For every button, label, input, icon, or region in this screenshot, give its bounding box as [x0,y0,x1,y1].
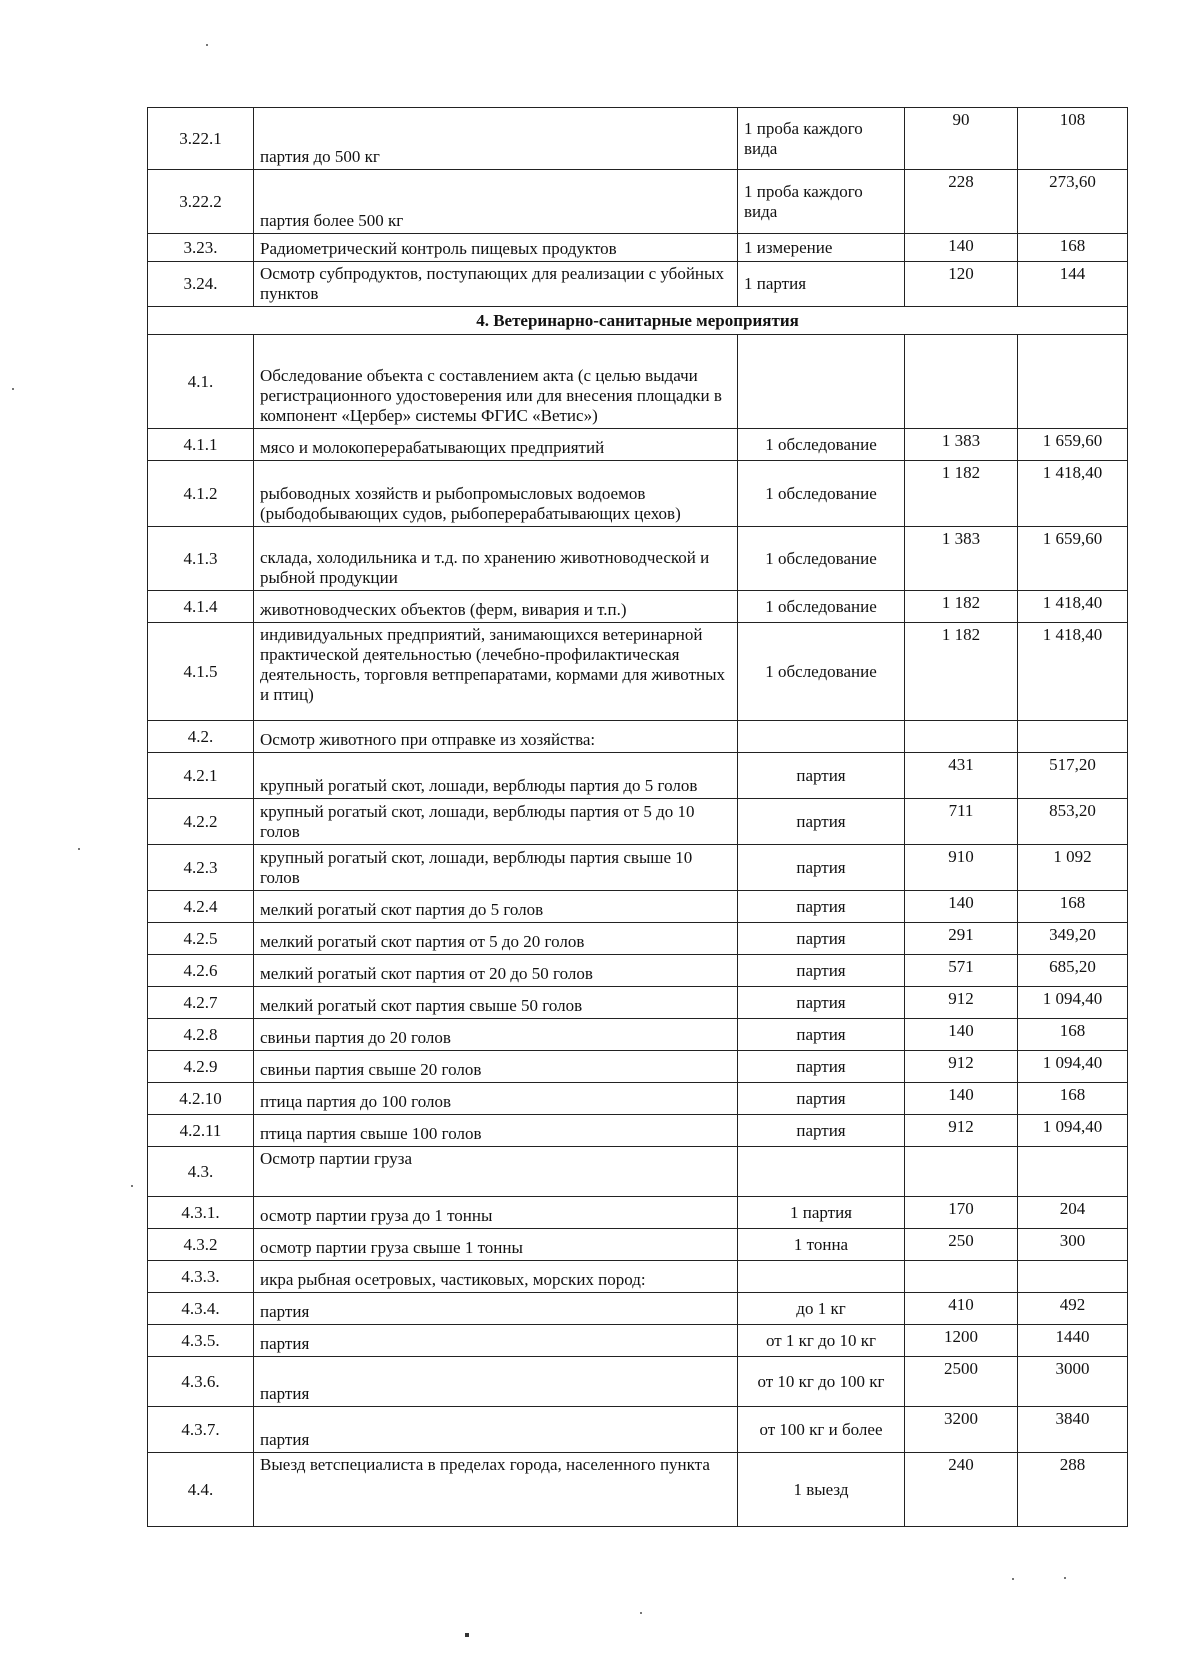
row-price-vat: 168 [1018,891,1128,923]
row-unit: партия [738,891,905,923]
row-price-vat: 168 [1018,1083,1128,1115]
table-row [148,234,1128,262]
table-row [148,799,1128,845]
table-row [148,1019,1128,1051]
row-name: крупный рогатый скот, лошади, верблюды партия свыше 10 голов [254,845,738,891]
row-code: 4.2.8 [148,1019,254,1051]
row-price-vat [1018,721,1128,753]
row-code: 4.2.4 [148,891,254,923]
row-price: 291 [905,923,1018,955]
row-unit [738,1147,905,1197]
row-unit: 1 обследование [738,527,905,591]
row-unit: партия [738,955,905,987]
scan-speck [206,44,208,46]
scan-speck [640,1612,642,1614]
row-code: 4.2.3 [148,845,254,891]
row-code: 3.24. [148,262,254,307]
table-row [148,623,1128,721]
price-table [147,107,1128,1527]
row-unit: партия [738,799,905,845]
row-name: крупный рогатый скот, лошади, верблюды партия до 5 голов [254,753,738,799]
row-unit: 1 проба каждого вида [738,170,905,234]
row-price-vat: 3840 [1018,1407,1128,1453]
row-code: 4.2.7 [148,987,254,1019]
row-price-vat: 144 [1018,262,1128,307]
row-name: мелкий рогатый скот партия свыше 50 голов [254,987,738,1019]
row-name: животноводческих объектов (ферм, вивария и т.п.) [254,591,738,623]
row-code: 4.2. [148,721,254,753]
scan-speck [131,1185,133,1187]
row-code: 4.3.2 [148,1229,254,1261]
row-price-vat: 517,20 [1018,753,1128,799]
row-code: 4.3. [148,1147,254,1197]
row-unit: партия [738,987,905,1019]
row-price: 1 383 [905,527,1018,591]
row-name: осмотр партии груза до 1 тонны [254,1197,738,1229]
table-row [148,591,1128,623]
row-price-vat: 1 094,40 [1018,1051,1128,1083]
row-code: 4.2.1 [148,753,254,799]
row-price-vat: 204 [1018,1197,1128,1229]
row-unit: 1 обследование [738,429,905,461]
table-row [148,1083,1128,1115]
row-unit: 1 измерение [738,234,905,262]
row-price-vat: 1 659,60 [1018,429,1128,461]
row-price-vat [1018,1147,1128,1197]
row-price: 912 [905,987,1018,1019]
row-price: 3200 [905,1407,1018,1453]
row-unit: от 10 кг до 100 кг [738,1357,905,1407]
row-unit: 1 выезд [738,1453,905,1527]
scan-speck [1012,1578,1014,1580]
row-code: 3.22.1 [148,108,254,170]
row-price-vat [1018,1261,1128,1293]
row-unit: партия [738,753,905,799]
row-code: 4.3.4. [148,1293,254,1325]
row-price-vat: 1 418,40 [1018,461,1128,527]
row-unit [738,335,905,429]
table-row [148,108,1128,170]
row-unit: партия [738,1019,905,1051]
row-unit: партия [738,923,905,955]
row-name: индивидуальных предприятий, занимающихся ветеринарной практической деятельностью (лечебно-профилактическая деятельность, торговля ветпрепаратами, кормами для животных и птиц) [254,623,738,721]
row-name: птица партия до 100 голов [254,1083,738,1115]
table-row [148,1293,1128,1325]
row-name: Осмотр субпродуктов, поступающих для реализации с убойных пунктов [254,262,738,307]
row-price: 571 [905,955,1018,987]
row-code: 4.3.3. [148,1261,254,1293]
row-name: партия [254,1293,738,1325]
table-row [148,1261,1128,1293]
row-price: 1 182 [905,623,1018,721]
row-unit: 1 обследование [738,461,905,527]
row-price-vat [1018,335,1128,429]
table-row [148,1407,1128,1453]
row-price [905,1147,1018,1197]
section-row [148,307,1128,335]
row-price-vat: 1 094,40 [1018,987,1128,1019]
row-code: 4.3.1. [148,1197,254,1229]
row-code: 4.1.4 [148,591,254,623]
row-name: Выезд ветспециалиста в пределах города, населенного пункта [254,1453,738,1527]
row-code: 4.1.1 [148,429,254,461]
row-unit: 1 партия [738,262,905,307]
row-code: 4.2.2 [148,799,254,845]
table-row [148,923,1128,955]
row-unit: партия [738,1115,905,1147]
table-row [148,335,1128,429]
row-name: свиньи партия до 20 голов [254,1019,738,1051]
row-code: 4.1.2 [148,461,254,527]
row-name: Осмотр партии груза [254,1147,738,1197]
row-unit: 1 проба каждого вида [738,108,905,170]
row-price: 250 [905,1229,1018,1261]
row-price-vat: 108 [1018,108,1128,170]
row-name: мелкий рогатый скот партия до 5 голов [254,891,738,923]
row-name: крупный рогатый скот, лошади, верблюды партия от 5 до 10 голов [254,799,738,845]
table-row [148,1453,1128,1527]
table-row [148,1147,1128,1197]
row-name: мясо и молокоперерабатывающих предприятий [254,429,738,461]
row-code: 4.1.5 [148,623,254,721]
row-code: 4.4. [148,1453,254,1527]
scan-speck [1064,1577,1066,1579]
row-name: партия более 500 кг [254,170,738,234]
row-price: 228 [905,170,1018,234]
row-price: 170 [905,1197,1018,1229]
row-price [905,335,1018,429]
row-price: 140 [905,234,1018,262]
table-row [148,1325,1128,1357]
row-code: 3.23. [148,234,254,262]
row-price-vat: 168 [1018,234,1128,262]
row-name: партия [254,1407,738,1453]
table-row [148,461,1128,527]
row-price: 2500 [905,1357,1018,1407]
row-unit: от 1 кг до 10 кг [738,1325,905,1357]
table-row [148,721,1128,753]
row-name: мелкий рогатый скот партия от 5 до 20 голов [254,923,738,955]
row-price: 711 [905,799,1018,845]
scan-speck [12,388,14,390]
row-price: 140 [905,891,1018,923]
row-price-vat: 853,20 [1018,799,1128,845]
section-title: 4. Ветеринарно-санитарные мероприятия [148,307,1128,335]
row-price [905,1261,1018,1293]
row-code: 4.2.5 [148,923,254,955]
row-name: Обследование объекта с составлением акта (с целью выдачи регистрационного удостоверения или для внесения площадки в компонент «Цербер» системы ФГИС «Ветис») [254,335,738,429]
row-code: 4.3.6. [148,1357,254,1407]
row-price-vat: 1 092 [1018,845,1128,891]
row-code: 4.3.7. [148,1407,254,1453]
table-row [148,527,1128,591]
row-code: 4.2.10 [148,1083,254,1115]
row-code: 3.22.2 [148,170,254,234]
table-row [148,987,1128,1019]
scan-speck [78,848,80,850]
row-unit [738,1261,905,1293]
row-price: 1 182 [905,591,1018,623]
row-price: 90 [905,108,1018,170]
row-price: 1 182 [905,461,1018,527]
row-name: свиньи партия свыше 20 голов [254,1051,738,1083]
table-row [148,955,1128,987]
row-unit: 1 обследование [738,623,905,721]
table-row [148,1197,1128,1229]
row-name: Радиометрический контроль пищевых продуктов [254,234,738,262]
scan-speck [465,1633,469,1637]
row-price-vat: 1440 [1018,1325,1128,1357]
row-price [905,721,1018,753]
row-name: мелкий рогатый скот партия от 20 до 50 голов [254,955,738,987]
table-row [148,170,1128,234]
row-price: 140 [905,1019,1018,1051]
row-name: склада, холодильника и т.д. по хранению животноводческой и рыбной продукции [254,527,738,591]
row-price: 140 [905,1083,1018,1115]
row-price: 910 [905,845,1018,891]
row-name: птица партия свыше 100 голов [254,1115,738,1147]
row-code: 4.1. [148,335,254,429]
table-row [148,1115,1128,1147]
row-code: 4.2.11 [148,1115,254,1147]
row-price-vat: 1 418,40 [1018,623,1128,721]
row-price: 912 [905,1115,1018,1147]
table-row [148,262,1128,307]
row-unit [738,721,905,753]
row-price: 431 [905,753,1018,799]
row-name: осмотр партии груза свыше 1 тонны [254,1229,738,1261]
row-price: 1 383 [905,429,1018,461]
row-price-vat: 1 094,40 [1018,1115,1128,1147]
row-price: 410 [905,1293,1018,1325]
row-name: икра рыбная осетровых, частиковых, морских пород: [254,1261,738,1293]
row-unit: партия [738,1051,905,1083]
row-price-vat: 273,60 [1018,170,1128,234]
row-unit: 1 обследование [738,591,905,623]
row-price-vat: 1 659,60 [1018,527,1128,591]
row-unit: 1 партия [738,1197,905,1229]
row-name: партия [254,1357,738,1407]
table-row [148,1051,1128,1083]
row-name: Осмотр животного при отправке из хозяйства: [254,721,738,753]
row-unit: партия [738,1083,905,1115]
row-price-vat: 288 [1018,1453,1128,1527]
row-code: 4.1.3 [148,527,254,591]
row-price-vat: 168 [1018,1019,1128,1051]
row-price: 240 [905,1453,1018,1527]
row-unit: до 1 кг [738,1293,905,1325]
table-row [148,1357,1128,1407]
row-code: 4.2.6 [148,955,254,987]
row-name: рыбоводных хозяйств и рыбопромысловых водоемов (рыбодобывающих судов, рыбоперерабатывающих цехов) [254,461,738,527]
row-price-vat: 3000 [1018,1357,1128,1407]
row-price-vat: 300 [1018,1229,1128,1261]
table-row [148,753,1128,799]
price-table-body [148,108,1128,1527]
row-price: 1200 [905,1325,1018,1357]
row-unit: партия [738,845,905,891]
row-price-vat: 685,20 [1018,955,1128,987]
row-price-vat: 1 418,40 [1018,591,1128,623]
row-price-vat: 492 [1018,1293,1128,1325]
row-code: 4.2.9 [148,1051,254,1083]
table-row [148,429,1128,461]
row-unit: 1 тонна [738,1229,905,1261]
table-row [148,891,1128,923]
row-price: 912 [905,1051,1018,1083]
row-price: 120 [905,262,1018,307]
row-price-vat: 349,20 [1018,923,1128,955]
row-name: партия до 500 кг [254,108,738,170]
table-row [148,845,1128,891]
table-row [148,1229,1128,1261]
row-unit: от 100 кг и более [738,1407,905,1453]
row-name: партия [254,1325,738,1357]
row-code: 4.3.5. [148,1325,254,1357]
